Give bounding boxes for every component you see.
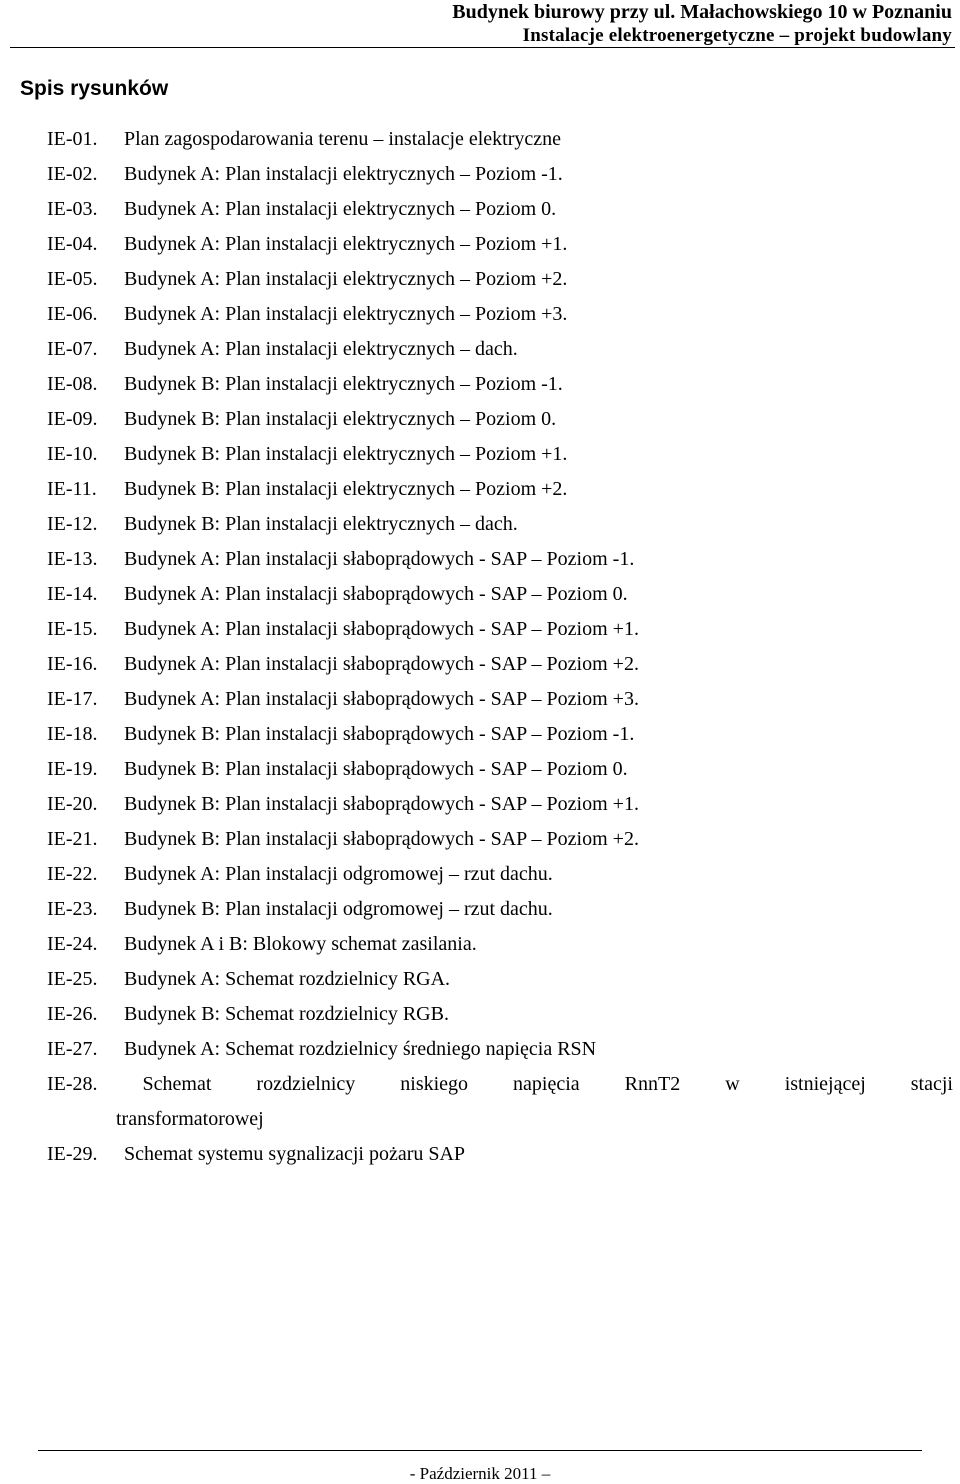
drawing-title: Budynek A: Schemat rozdzielnicy średniego napięcia RSN bbox=[124, 1038, 597, 1060]
drawing-code: IE-28. bbox=[47, 1073, 98, 1095]
list-item bbox=[47, 122, 953, 157]
list-item bbox=[47, 507, 953, 542]
list-item bbox=[47, 542, 953, 577]
drawing-title: Budynek A: Plan instalacji odgromowej – rzut dachu. bbox=[124, 863, 553, 885]
drawing-title: Budynek A: Plan instalacji elektrycznych – Poziom -1. bbox=[124, 163, 563, 185]
drawing-title: Budynek A: Schemat rozdzielnicy RGA. bbox=[124, 968, 451, 990]
drawing-word: stacji bbox=[910, 1073, 953, 1095]
drawing-code: IE-03. bbox=[47, 198, 98, 220]
drawing-code: IE-13. bbox=[47, 548, 98, 570]
drawing-code: IE-22. bbox=[47, 863, 98, 885]
list-item bbox=[47, 192, 953, 227]
list-item bbox=[47, 1032, 953, 1067]
list-item bbox=[47, 752, 953, 787]
page-footer: - Październik 2011 – bbox=[409, 1464, 551, 1483]
list-item bbox=[47, 157, 953, 192]
drawing-title: Budynek A: Plan instalacji słaboprądowych - SAP – Poziom 0. bbox=[124, 583, 628, 605]
list-item bbox=[47, 997, 953, 1032]
list-item bbox=[47, 437, 953, 472]
drawing-title: Budynek A: Plan instalacji słaboprądowych - SAP – Poziom -1. bbox=[124, 548, 635, 570]
header-divider bbox=[10, 47, 955, 48]
header-subtitle: Instalacje elektroenergetyczne – projekt budowlany bbox=[522, 25, 952, 46]
list-item bbox=[47, 647, 953, 682]
drawing-title: Budynek A: Plan instalacji elektrycznych – Poziom +2. bbox=[124, 268, 568, 290]
drawing-title: Budynek A i B: Blokowy schemat zasilania. bbox=[124, 933, 477, 955]
drawing-title: Budynek A: Plan instalacji elektrycznych – dach. bbox=[124, 338, 518, 360]
drawing-code: IE-16. bbox=[47, 653, 98, 675]
drawing-title: Budynek B: Plan instalacji elektrycznych – Poziom +1. bbox=[124, 443, 568, 465]
drawing-word: napięcia bbox=[513, 1073, 580, 1095]
drawing-title: Budynek B: Plan instalacji elektrycznych – Poziom -1. bbox=[124, 373, 563, 395]
drawing-code: IE-11. bbox=[47, 478, 97, 500]
list-item bbox=[47, 367, 953, 402]
drawing-code: IE-01. bbox=[47, 128, 98, 150]
drawing-code: IE-14. bbox=[47, 583, 98, 605]
drawing-title: Budynek A: Plan instalacji elektrycznych – Poziom +1. bbox=[124, 233, 568, 255]
drawing-code: IE-26. bbox=[47, 1003, 98, 1025]
list-item bbox=[47, 332, 953, 367]
list-item bbox=[47, 717, 953, 752]
list-item bbox=[47, 927, 953, 962]
drawing-title: Budynek B: Plan instalacji elektrycznych – dach. bbox=[124, 513, 518, 535]
drawing-code: IE-15. bbox=[47, 618, 98, 640]
list-item bbox=[47, 822, 953, 857]
drawing-title: Schemat systemu sygnalizacji pożaru SAP bbox=[124, 1143, 466, 1165]
section-title: Spis rysunków bbox=[20, 77, 169, 100]
drawing-code: IE-24. bbox=[47, 933, 98, 955]
list-item bbox=[47, 472, 953, 507]
list-item bbox=[47, 402, 953, 437]
drawing-code: IE-19. bbox=[47, 758, 98, 780]
drawing-title: Budynek A: Plan instalacji słaboprądowych - SAP – Poziom +2. bbox=[124, 653, 639, 675]
drawing-title: Budynek A: Plan instalacji elektrycznych – Poziom 0. bbox=[124, 198, 557, 220]
drawing-code: IE-29. bbox=[47, 1143, 98, 1165]
list-item bbox=[47, 787, 953, 822]
drawing-word: RnnT2 bbox=[624, 1073, 681, 1095]
list-item bbox=[47, 962, 953, 997]
drawing-code: IE-23. bbox=[47, 898, 98, 920]
drawing-title: Budynek B: Plan instalacji słaboprądowych - SAP – Poziom 0. bbox=[124, 758, 628, 780]
drawings-list bbox=[47, 122, 953, 1172]
list-item bbox=[47, 682, 953, 717]
drawing-code: IE-12. bbox=[47, 513, 98, 535]
list-item bbox=[47, 227, 953, 262]
drawing-code: IE-06. bbox=[47, 303, 98, 325]
drawing-title: Budynek B: Plan instalacji słaboprądowych - SAP – Poziom +2. bbox=[124, 828, 639, 850]
drawing-code: IE-07. bbox=[47, 338, 98, 360]
footer-divider bbox=[38, 1450, 922, 1451]
list-item bbox=[47, 577, 953, 612]
list-item bbox=[47, 262, 953, 297]
drawing-title: Budynek A: Plan instalacji słaboprądowych - SAP – Poziom +1. bbox=[124, 618, 639, 640]
drawing-code: IE-17. bbox=[47, 688, 98, 710]
drawing-code: IE-02. bbox=[47, 163, 98, 185]
drawing-title: Budynek A: Plan instalacji słaboprądowych - SAP – Poziom +3. bbox=[124, 688, 639, 710]
page-header bbox=[452, 0, 952, 48]
list-item bbox=[47, 1137, 953, 1172]
drawing-code: IE-20. bbox=[47, 793, 98, 815]
drawing-title: Budynek B: Schemat rozdzielnicy RGB. bbox=[124, 1003, 449, 1025]
drawing-title: Budynek B: Plan instalacji elektrycznych – Poziom 0. bbox=[124, 408, 557, 430]
list-item-justified bbox=[47, 1067, 953, 1137]
drawing-title: Budynek B: Plan instalacji słaboprądowych - SAP – Poziom +1. bbox=[124, 793, 639, 815]
drawing-code: IE-25. bbox=[47, 968, 98, 990]
list-item bbox=[47, 857, 953, 892]
drawing-word: rozdzielnicy bbox=[256, 1073, 356, 1095]
drawing-title: Budynek B: Plan instalacji słaboprądowych - SAP – Poziom -1. bbox=[124, 723, 635, 745]
drawing-title-continuation: transformatorowej bbox=[116, 1108, 264, 1130]
drawing-title: Budynek B: Plan instalacji odgromowej – rzut dachu. bbox=[124, 898, 553, 920]
drawing-code: IE-27. bbox=[47, 1038, 98, 1060]
drawing-code: IE-10. bbox=[47, 443, 98, 465]
drawing-title: Budynek A: Plan instalacji elektrycznych – Poziom +3. bbox=[124, 303, 568, 325]
list-item bbox=[47, 892, 953, 927]
drawing-code: IE-04. bbox=[47, 233, 98, 255]
drawing-code: IE-09. bbox=[47, 408, 98, 430]
header-title: Budynek biurowy przy ul. Małachowskiego 10 w Poznaniu bbox=[452, 1, 952, 23]
drawing-word: istniejącej bbox=[784, 1073, 866, 1095]
drawing-code: IE-05. bbox=[47, 268, 98, 290]
drawing-title: Plan zagospodarowania terenu – instalacje elektryczne bbox=[124, 128, 562, 150]
drawing-word: niskiego bbox=[400, 1073, 469, 1095]
drawing-word: w bbox=[725, 1073, 740, 1095]
drawing-code: IE-08. bbox=[47, 373, 98, 395]
drawing-code: IE-18. bbox=[47, 723, 98, 745]
list-item bbox=[47, 612, 953, 647]
drawing-title: Budynek B: Plan instalacji elektrycznych – Poziom +2. bbox=[124, 478, 568, 500]
list-item bbox=[47, 297, 953, 332]
drawing-code: IE-21. bbox=[47, 828, 98, 850]
justified-line bbox=[47, 1067, 953, 1102]
drawing-word: Schemat bbox=[142, 1073, 212, 1095]
